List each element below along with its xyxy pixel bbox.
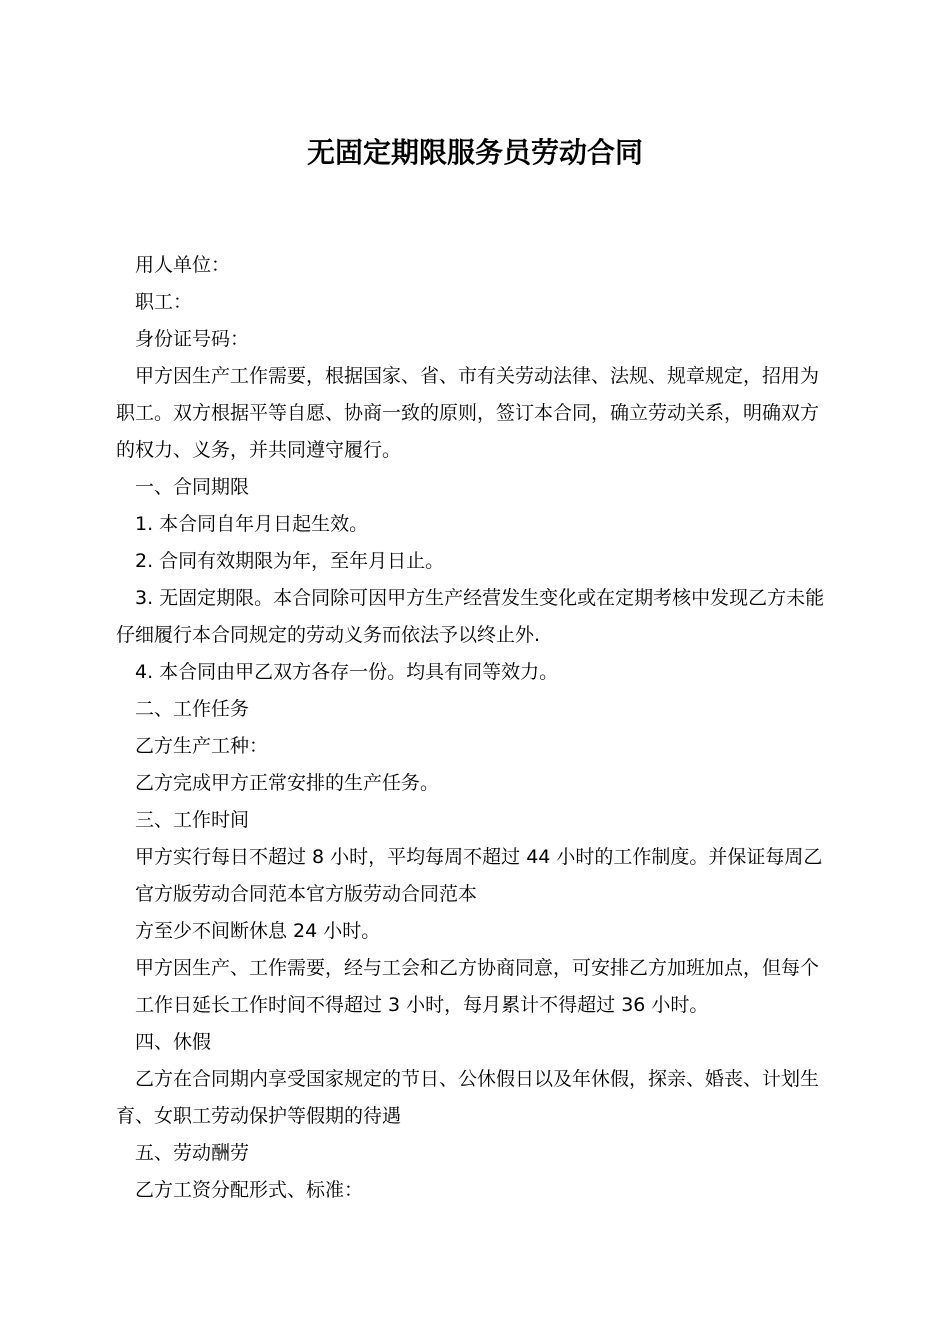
paragraph-preamble-line-1: 甲方因生产工作需要，根据国家、省、市有关劳动法律、法规、规章规定，招用为 bbox=[135, 365, 820, 387]
clause-1-4: 4. 本合同由甲乙双方各存一份。均具有同等效力。 bbox=[135, 661, 559, 683]
paragraph-preamble-line-2: 职工。双方根据平等自愿、协商一致的原则，签订本合同，确立劳动关系，明确双方 bbox=[116, 402, 820, 424]
clause-2-1: 乙方完成甲方正常安排的生产任务。 bbox=[135, 772, 440, 794]
section-heading-hours: 三、工作时间 bbox=[135, 809, 250, 831]
section-heading-pay: 五、劳动酬劳 bbox=[135, 1142, 250, 1164]
field-employer: 用人单位： bbox=[135, 254, 231, 276]
field-wage-form: 乙方工资分配形式、标准： bbox=[135, 1179, 364, 1201]
clause-3-2-line-1: 甲方因生产、工作需要，经与工会和乙方协商同意，可安排乙方加班加点，但每个 bbox=[135, 957, 820, 979]
section-heading-term: 一、合同期限 bbox=[135, 476, 250, 498]
clause-1-3-line-2: 仔细履行本合同规定的劳动义务而依法予以终止外. bbox=[116, 624, 541, 646]
clause-4-1-line-2: 育、女职工劳动保护等假期的待遇 bbox=[116, 1105, 402, 1127]
document-title: 无固定期限服务员劳动合同 bbox=[306, 136, 643, 169]
clause-1-1: 1. 本合同自年月日起生效。 bbox=[135, 513, 369, 535]
section-heading-leave: 四、休假 bbox=[135, 1031, 212, 1053]
clause-3-1-line-2: 方至少不间断休息 24 小时。 bbox=[135, 920, 381, 942]
watermark-text-line: 官方版劳动合同范本官方版劳动合同范本 bbox=[135, 883, 478, 905]
paragraph-preamble-line-3: 的权力、义务，并共同遵守履行。 bbox=[116, 439, 402, 461]
section-heading-tasks: 二、工作任务 bbox=[135, 698, 250, 720]
clause-3-2-line-2: 工作日延长工作时间不得超过 3 小时，每月累计不得超过 36 小时。 bbox=[135, 994, 709, 1016]
clause-1-2: 2. 合同有效期限为年，至年月日止。 bbox=[135, 550, 445, 572]
clause-3-1-line-1: 甲方实行每日不超过 8 小时，平均每周不超过 44 小时的工作制度。并保证每周乙 bbox=[135, 846, 823, 868]
clause-4-1-line-1: 乙方在合同期内享受国家规定的节日、公休假日以及年休假，探亲、婚丧、计划生 bbox=[135, 1068, 820, 1090]
field-employee: 职工： bbox=[135, 291, 193, 313]
field-job-type: 乙方生产工种： bbox=[135, 735, 269, 757]
document-body bbox=[116, 247, 838, 1209]
field-id-number: 身份证号码： bbox=[135, 328, 250, 350]
clause-1-3-line-1: 3. 无固定期限。本合同除可因甲方生产经营发生变化或在定期考核中发现乙方未能 bbox=[135, 587, 825, 609]
